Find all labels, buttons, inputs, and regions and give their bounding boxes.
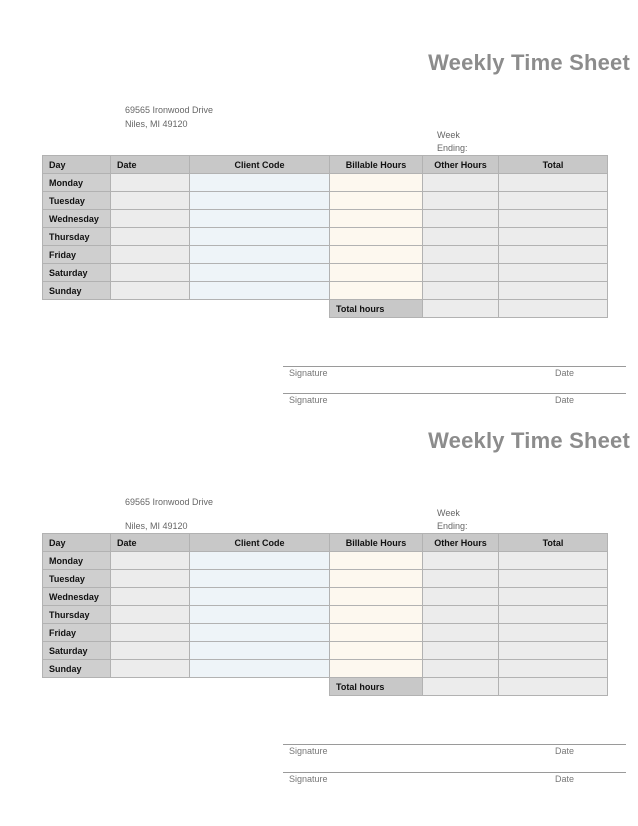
- date-cell[interactable]: [111, 624, 190, 642]
- day-label: Monday: [43, 174, 111, 192]
- signature-line[interactable]: [283, 366, 626, 367]
- client-code-cell[interactable]: [190, 264, 330, 282]
- billable-hours-cell[interactable]: [330, 264, 423, 282]
- other-hours-cell[interactable]: [423, 552, 499, 570]
- client-code-cell[interactable]: [190, 246, 330, 264]
- other-hours-cell[interactable]: [423, 606, 499, 624]
- total-cell[interactable]: [499, 570, 608, 588]
- table-row: [43, 588, 608, 606]
- signature-line[interactable]: [283, 772, 626, 773]
- address-line-1: 69565 Ironwood Drive: [125, 105, 214, 115]
- table-row: [43, 174, 608, 192]
- billable-hours-cell[interactable]: [330, 228, 423, 246]
- signature-label: Signature: [289, 395, 328, 405]
- col-header-total: Total: [499, 534, 608, 552]
- total-cell[interactable]: [499, 588, 608, 606]
- billable-hours-cell[interactable]: [330, 642, 423, 660]
- client-code-cell[interactable]: [190, 624, 330, 642]
- signature-label: Signature: [289, 746, 328, 756]
- total-cell[interactable]: [499, 192, 608, 210]
- other-hours-cell[interactable]: [423, 642, 499, 660]
- total-cell[interactable]: [499, 210, 608, 228]
- total-cell[interactable]: [499, 264, 608, 282]
- billable-hours-cell[interactable]: [330, 246, 423, 264]
- total-hours-label: Total hours: [330, 300, 423, 318]
- other-hours-cell[interactable]: [423, 210, 499, 228]
- other-hours-cell[interactable]: [423, 246, 499, 264]
- total-cell[interactable]: [499, 642, 608, 660]
- col-header-billable-hours: Billable Hours: [330, 534, 423, 552]
- timesheet-table: [42, 155, 608, 318]
- date-cell[interactable]: [111, 642, 190, 660]
- timesheet-table: [42, 533, 608, 696]
- total-cell[interactable]: [499, 282, 608, 300]
- col-header-other-hours: Other Hours: [423, 156, 499, 174]
- col-header-day: Day: [43, 156, 111, 174]
- client-code-cell[interactable]: [190, 606, 330, 624]
- billable-hours-cell[interactable]: [330, 282, 423, 300]
- total-cell[interactable]: [499, 624, 608, 642]
- total-cell[interactable]: [499, 606, 608, 624]
- billable-hours-cell[interactable]: [330, 606, 423, 624]
- address-line-2: Niles, MI 49120: [125, 521, 188, 531]
- day-label: Tuesday: [43, 192, 111, 210]
- other-hours-cell[interactable]: [423, 174, 499, 192]
- client-code-cell[interactable]: [190, 642, 330, 660]
- day-label: Saturday: [43, 264, 111, 282]
- table-row: [43, 570, 608, 588]
- client-code-cell[interactable]: [190, 570, 330, 588]
- day-label: Wednesday: [43, 210, 111, 228]
- date-cell[interactable]: [111, 552, 190, 570]
- table-row: [43, 282, 608, 300]
- table-row: [43, 552, 608, 570]
- table-row: [43, 264, 608, 282]
- day-label: Thursday: [43, 606, 111, 624]
- billable-hours-cell[interactable]: [330, 624, 423, 642]
- col-header-client-code: Client Code: [190, 534, 330, 552]
- time-sheet-2: [0, 378, 638, 791]
- sheet-title: Weekly Time Sheet: [428, 50, 630, 75]
- client-code-cell[interactable]: [190, 174, 330, 192]
- date-cell[interactable]: [111, 264, 190, 282]
- table-row: [43, 606, 608, 624]
- total-row: [43, 300, 608, 318]
- total-other-hours-cell[interactable]: [423, 678, 499, 696]
- total-hours-label: Total hours: [330, 678, 423, 696]
- total-cell[interactable]: [499, 552, 608, 570]
- table-row: [43, 246, 608, 264]
- col-header-client-code: Client Code: [190, 156, 330, 174]
- table-row: [43, 624, 608, 642]
- other-hours-cell[interactable]: [423, 660, 499, 678]
- header-row: [43, 156, 608, 174]
- date-cell[interactable]: [111, 192, 190, 210]
- week-label: Week: [437, 508, 460, 518]
- date-cell[interactable]: [111, 588, 190, 606]
- date-cell[interactable]: [111, 246, 190, 264]
- day-label: Wednesday: [43, 588, 111, 606]
- billable-hours-cell[interactable]: [330, 174, 423, 192]
- billable-hours-cell[interactable]: [330, 210, 423, 228]
- billable-hours-cell[interactable]: [330, 660, 423, 678]
- total-cell[interactable]: [499, 228, 608, 246]
- address-line-2: Niles, MI 49120: [125, 119, 188, 129]
- other-hours-cell[interactable]: [423, 264, 499, 282]
- client-code-cell[interactable]: [190, 552, 330, 570]
- date-cell[interactable]: [111, 210, 190, 228]
- signature-line[interactable]: [283, 744, 626, 745]
- col-header-date: Date: [111, 534, 190, 552]
- signature-label: Signature: [289, 774, 328, 784]
- table-row: [43, 642, 608, 660]
- table-row: [43, 660, 608, 678]
- date-cell[interactable]: [111, 570, 190, 588]
- other-hours-cell[interactable]: [423, 282, 499, 300]
- date-label: Date: [555, 746, 575, 756]
- date-cell[interactable]: [111, 606, 190, 624]
- other-hours-cell[interactable]: [423, 570, 499, 588]
- ending-label: Ending:: [437, 143, 468, 153]
- date-cell[interactable]: [111, 174, 190, 192]
- address-line-1: 69565 Ironwood Drive: [125, 497, 214, 507]
- col-header-date: Date: [111, 156, 190, 174]
- day-label: Tuesday: [43, 570, 111, 588]
- ending-label: Ending:: [437, 521, 468, 531]
- client-code-cell[interactable]: [190, 660, 330, 678]
- date-cell[interactable]: [111, 282, 190, 300]
- day-label: Monday: [43, 552, 111, 570]
- day-label: Friday: [43, 624, 111, 642]
- other-hours-cell[interactable]: [423, 192, 499, 210]
- date-label: Date: [555, 395, 575, 405]
- table-row: [43, 192, 608, 210]
- billable-hours-cell[interactable]: [330, 552, 423, 570]
- day-label: Friday: [43, 246, 111, 264]
- date-label: Date: [555, 774, 575, 784]
- client-code-cell[interactable]: [190, 192, 330, 210]
- client-code-cell[interactable]: [190, 282, 330, 300]
- day-label: Thursday: [43, 228, 111, 246]
- date-cell[interactable]: [111, 228, 190, 246]
- total-cell[interactable]: [499, 660, 608, 678]
- header-row: [43, 534, 608, 552]
- total-cell[interactable]: [499, 246, 608, 264]
- week-label: Week: [437, 130, 460, 140]
- table-row: [43, 210, 608, 228]
- other-hours-cell[interactable]: [423, 588, 499, 606]
- total-cell[interactable]: [499, 174, 608, 192]
- billable-hours-cell[interactable]: [330, 588, 423, 606]
- sheet-title: Weekly Time Sheet: [428, 428, 630, 453]
- col-header-total: Total: [499, 156, 608, 174]
- table-row: [43, 228, 608, 246]
- client-code-cell[interactable]: [190, 210, 330, 228]
- client-code-cell[interactable]: [190, 228, 330, 246]
- signature-label: Signature: [289, 368, 328, 378]
- other-hours-cell[interactable]: [423, 228, 499, 246]
- day-label: Sunday: [43, 282, 111, 300]
- col-header-other-hours: Other Hours: [423, 534, 499, 552]
- col-header-billable-hours: Billable Hours: [330, 156, 423, 174]
- day-label: Sunday: [43, 660, 111, 678]
- grand-total-cell[interactable]: [499, 678, 608, 696]
- total-row: [43, 678, 608, 696]
- grand-total-cell[interactable]: [499, 300, 608, 318]
- total-other-hours-cell[interactable]: [423, 300, 499, 318]
- billable-hours-cell[interactable]: [330, 570, 423, 588]
- client-code-cell[interactable]: [190, 588, 330, 606]
- date-cell[interactable]: [111, 660, 190, 678]
- other-hours-cell[interactable]: [423, 624, 499, 642]
- date-label: Date: [555, 368, 575, 378]
- day-label: Saturday: [43, 642, 111, 660]
- billable-hours-cell[interactable]: [330, 192, 423, 210]
- col-header-day: Day: [43, 534, 111, 552]
